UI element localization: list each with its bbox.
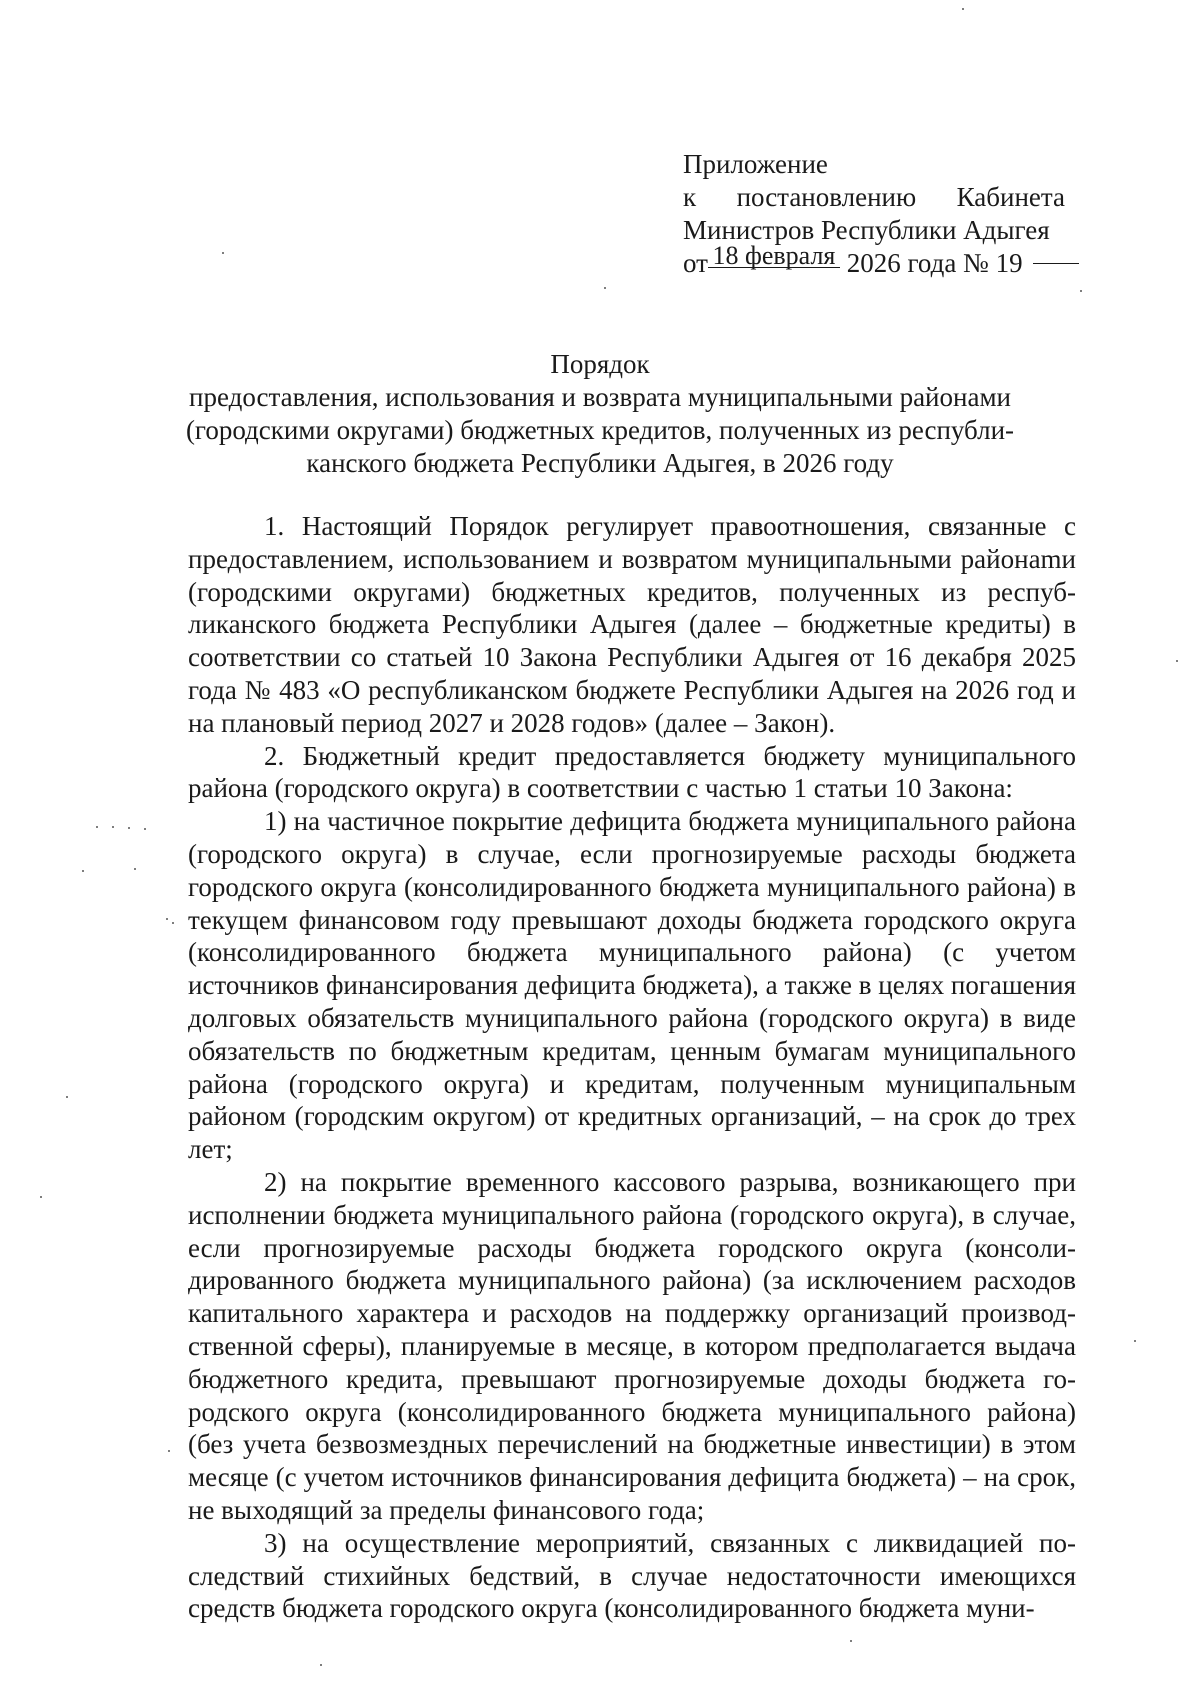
scan-speck xyxy=(128,827,130,829)
scan-speck xyxy=(222,252,224,254)
scan-speck xyxy=(134,868,136,870)
scan-speck xyxy=(66,1096,68,1098)
scan-speck xyxy=(1134,1340,1136,1342)
number-blank-line xyxy=(1033,241,1079,264)
title-heading: Порядок xyxy=(550,349,650,379)
document-body xyxy=(188,510,1076,1625)
title-line-3: канского бюджета Республики Адыгея, в 2026 году xyxy=(306,448,894,478)
paragraph-2-item-2: 2) на покрытие временного кассового разрыва, возникающего при исполнении бюджета муниципального района (городского округа), в случае, если прогнозируемые расходы бюджета городского округа (консолидированного бюджета муниципального района) (за исключением расходов капитального характера и расходов на поддержку организаций производственной сферы), планируемые в месяце, в котором предполагается выдача бюджетного кредита, превышают прогнозируемые доходы бюджета городского округа (консолидированного бюджета муниципального района) (без учета безвозмездных перечислений на бюджетные инвестиции) в этом месяце (с учетом источников финансирования дефицита бюджета) – на срок, не выходящий за пределы финансового года; xyxy=(188,1166,1076,1525)
date-suffix: 2026 года № xyxy=(846,248,989,278)
scan-speck xyxy=(96,826,98,828)
number-value: 19 xyxy=(995,248,1023,278)
appendix-date-line xyxy=(683,241,1065,280)
scan-speck xyxy=(962,8,964,10)
document-title xyxy=(160,348,1040,480)
scan-speck xyxy=(850,1640,852,1642)
title-line-2: (городскими округами) бюджетных кредитов, полученных из республи- xyxy=(185,415,1015,445)
scan-speck xyxy=(40,1196,42,1198)
scan-speck xyxy=(82,870,84,872)
appendix-line-2: к постановлению Кабинета xyxy=(683,182,1065,212)
paragraph-2: 2. Бюджетный кредит предоставляется бюджету муниципального района (городского округа) в соответствии с частью 1 статьи 10 Закона: xyxy=(188,740,1076,804)
scan-speck xyxy=(1176,660,1178,662)
scan-speck xyxy=(112,826,114,828)
paragraph-2-item-1: 1) на частичное покрытие дефицита бюджета муниципального района (городского округа) в случае, если прогнозируемые расходы бюджета городского округа (консолидированного бюджета муниципального района) в текущем финансовом году превышают доходы бюджета городского округа (консолидированного бюджета муниципального района) (с учетом источников финансирования дефицита бюджета), а также в целях погашения долговых обязательств муниципального района (городского округа) в виде обязательств по бюджетным кредитам, ценным бумагам муниципального района (городского округа) и кредитам, полученным муниципальным районом (городским округом) от кредитных организаций, – на срок до трех лет; xyxy=(188,806,1076,1165)
appendix-line-3: Министров Республики Адыгея xyxy=(683,215,1050,245)
paragraph-2-item-3: 3) на осуществление мероприятий, связанных с ликвидацией последствий стихийных бедствий, в случае недостаточности имеющихся средств бюджета городского округа (консолидированного бюджета муни- xyxy=(188,1527,1076,1624)
appendix-line-1: Приложение xyxy=(683,149,828,179)
appendix-header xyxy=(683,148,1065,280)
scan-speck xyxy=(172,922,174,924)
scan-speck xyxy=(144,828,146,830)
scan-speck xyxy=(168,1450,170,1452)
date-value-field: 18 февраля xyxy=(708,245,840,268)
scan-speck xyxy=(166,918,168,920)
scan-speck xyxy=(604,287,606,289)
title-line-1: предоставления, использования и возврата муниципальными районами xyxy=(189,382,1011,412)
scan-speck xyxy=(320,1664,322,1666)
scan-speck xyxy=(1080,290,1082,292)
paragraph-1: 1. Настоящий Порядок регулирует правоотношения, связанные с предоставлением, использованием и возвратом муниципальными районаmи (городскими округами) бюджетных кредитов, полученных из республиканского бюджета Республики Адыгея (далее – бюджетные кредиты) в соответствии со статьей 10 Закона Республики Адыгея от 16 декабря 2025 года № 483 «О республиканском бюджете Республики Адыгея на 2026 год и на плановый период 2027 и 2028 годов» (далее – Закон). xyxy=(188,511,1076,738)
date-prefix: от xyxy=(683,248,708,278)
